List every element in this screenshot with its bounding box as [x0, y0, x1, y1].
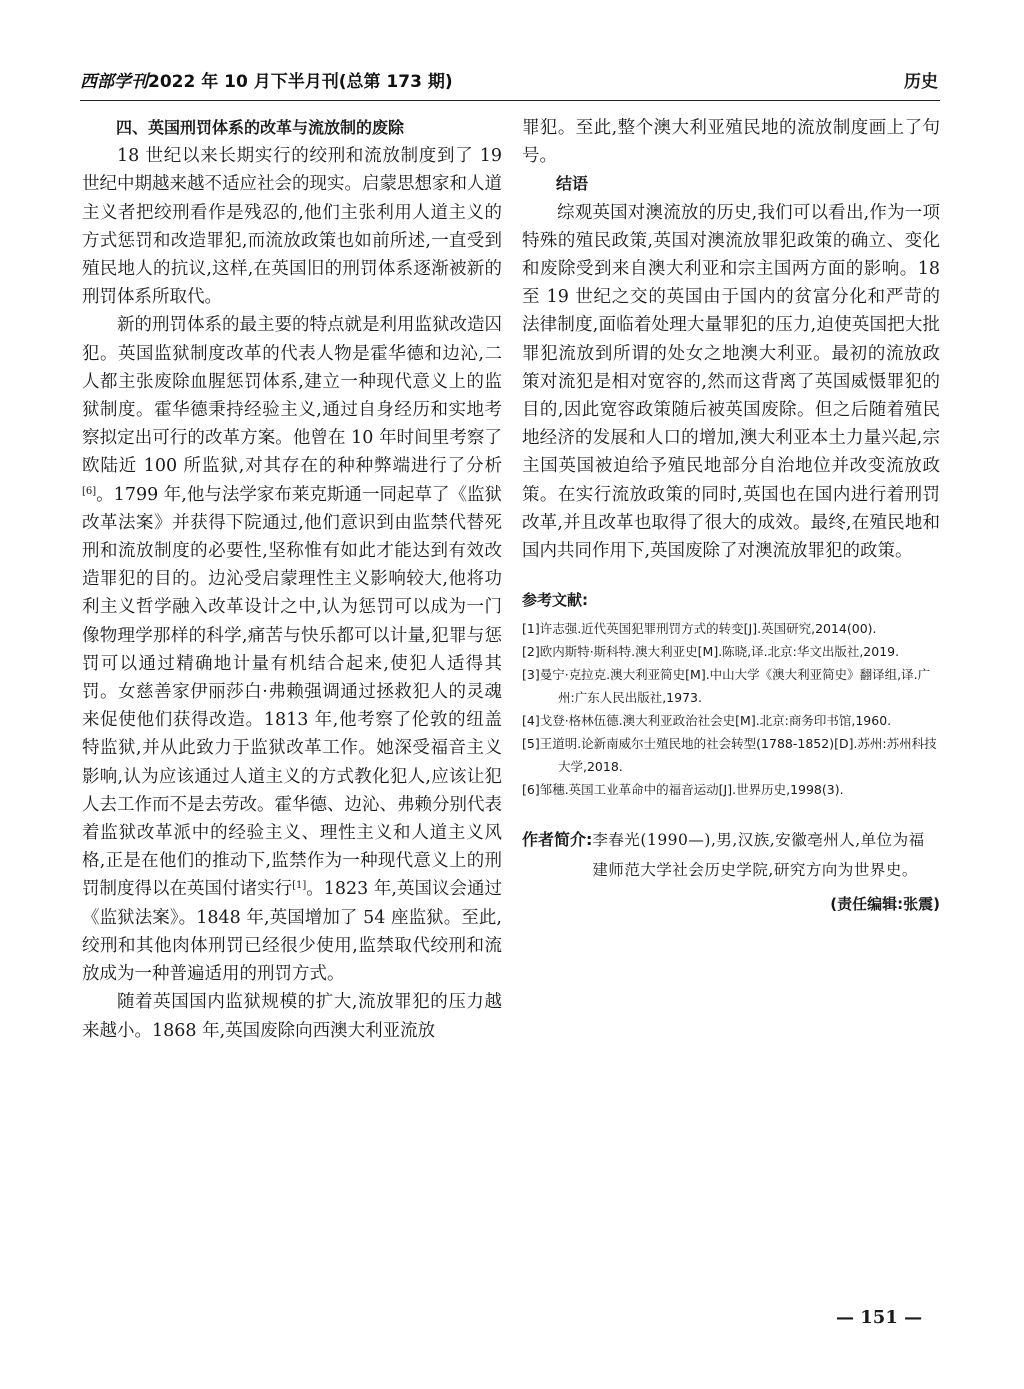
editor-credit: (责任编辑:张震)	[830, 895, 940, 914]
journal-logo: 西部学刊	[80, 72, 148, 92]
reference-item: [4]戈登·格林伍德.澳大利亚政治社会史[M].北京:商务印书馆,1960.	[522, 713, 892, 729]
reference-item: [3]曼宁·克拉克.澳大利亚简史[M].中山大学《澳大利亚简史》翻译组,译.广州:广东人民出版社,1973.	[522, 667, 931, 706]
issue-info: 2022 年 10 月下半月刊(总第 173 期)	[148, 72, 453, 92]
page-header	[80, 68, 940, 96]
paragraph: 18 世纪以来长期实行的绞刑和流放制度到了 19 世纪中期越来越不适应社会的现实。启蒙思想家和人道主义者把绞刑看作是残忍的,他们主张利用人道主义的方式惩罚和改造罪犯,而流放政策也如前所述,一直受到殖民地人的抗议,这样,在英国旧的刑罚体系逐渐被新的刑罚体系所取代。	[82, 146, 502, 308]
citation: [6]	[82, 485, 97, 497]
section-label: 历史	[904, 72, 938, 92]
reference-item: [2]欧内斯特·斯科特.澳大利亚史[M].陈晓,译.北京:华文出版社,2019.	[522, 644, 900, 660]
author-bio: 李春光(1990—),男,汉族,安徽亳州人,单位为福建师范大学社会历史学院,研究方向为世界史。	[592, 831, 925, 880]
paragraph: 随着英国国内监狱规模的扩大,流放罪犯的压力越来越小。1868 年,英国废除向西澳大利亚流放	[82, 992, 502, 1041]
reference-item: [6]邹穗.英国工业革命中的福音运动[J].世界历史,1998(3).	[522, 782, 844, 798]
reference-item: [5]王道明.论新南威尔士殖民地的社会转型(1788-1852)[D].苏州:苏州科技大学,2018.	[522, 736, 937, 775]
paragraph-continuation: 罪犯。至此,整个澳大利亚殖民地的流放制度画上了句号。	[522, 118, 940, 167]
paragraph-text: 。1823 年,英国议会通过《监狱法案》。1848 年,英国增加了 54 座监狱。至此,绞刑和其他肉体刑罚已经很少使用,监禁取代绞刑和流放成为一种普遍适用的刑罚方式。	[82, 879, 502, 985]
author-info	[522, 825, 940, 885]
page-number: — 151 —	[836, 1307, 923, 1328]
paragraph-text: 新的刑罚体系的最主要的特点就是利用监狱改造囚犯。英国监狱制度改革的代表人物是霍华德和边沁,二人都主张废除血腥惩罚体系,建立一种现代意义上的监狱制度。霍华德秉持经验主义,通过自身经历和实地考察拟定出可行的改革方案。他曾在 10 年时间里考察了欧陆近 100 所监狱,对其存在的种种弊端进行了分析	[82, 315, 502, 477]
paragraph	[82, 311, 502, 988]
section-heading: 四、英国刑罚体系的改革与流放制的废除	[116, 118, 405, 137]
left-column	[82, 114, 502, 1045]
author-label: 作者简介:	[522, 830, 593, 850]
conclusion-heading: 结语	[556, 174, 589, 194]
header-divider	[80, 100, 940, 101]
paragraph-text: 。1799 年,他与法学家布莱克斯通一同起草了《监狱改革法案》并获得下院通过,他们意识到由监禁代替死刑和流放制度的必要性,坚称惟有如此才能达到有效改造罪犯的目的。边沁受启蒙理性主义影响较大,他将功利主义哲学融入改革设计之中,认为惩罚可以成为一门像物理学那样的科学,痛苦与快乐都可以计量,犯罪与惩罚可以通过精确地计量有机结合起来,使犯人适得其罚。女慈善家伊丽莎白·弗赖强调通过拯救犯人的灵魂来促使他们获得改造。1813 年,他考察了伦敦的纽盖特监狱,并从此致力于监狱改革工作。她深受福音主义影响,认为应该通过人道主义的方式教化犯人,应该让犯人去工作而不是去劳改。霍华德、边沁、弗赖分别代表着监狱改革派中的经验主义、理性主义和人道主义风格,正是在他们的推动下,监禁作为一种现代意义上的刑罚制度得以在英国付诸实行	[82, 484, 502, 900]
references-heading: 参考文献:	[522, 591, 588, 610]
right-column	[522, 114, 940, 919]
references-list	[522, 617, 940, 801]
journal-issue-info	[80, 68, 453, 96]
citation: [1]	[292, 880, 307, 892]
reference-item: [1]许志强.近代英国犯罪刑罚方式的转变[J].英国研究,2014(00).	[522, 621, 877, 637]
conclusion-paragraph: 综观英国对澳流放的历史,我们可以看出,作为一项特殊的殖民政策,英国对澳流放罪犯政策的确立、变化和废除受到来自澳大利亚和宗主国两方面的影响。18 至 19 世纪之交的英国由于国内的贫富分化和严苛的法律制度,面临着处理大量罪犯的压力,迫使英国把大批罪犯流放到所谓的处女之地澳大利亚。最初的流放政策对流犯是相对宽容的,然而这背离了英国威慑罪犯的目的,因此宽容政策随后被英国废除。但之后随着殖民地经济的发展和人口的增加,澳大利亚本土力量兴起,宗主国英国被迫给予殖民地部分自治地位并改变流放政策。在实行流放政策的同时,英国也在国内进行着刑罚改革,并且改革也取得了很大的成效。最终,在殖民地和国内共同作用下,英国废除了对澳流放罪犯的政策。	[522, 202, 940, 562]
